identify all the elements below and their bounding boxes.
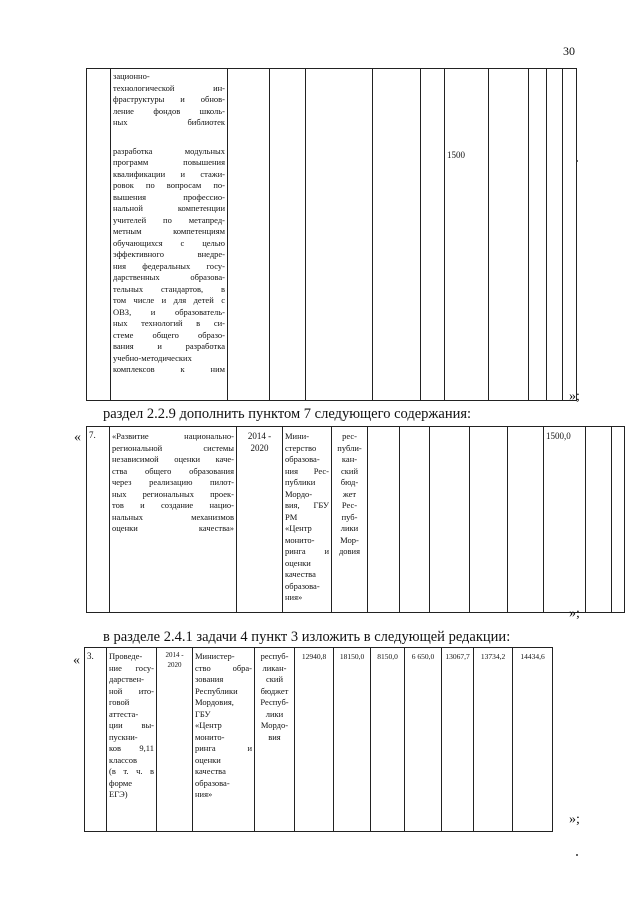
executor-cell	[193, 648, 255, 832]
opening-quote-2: «	[74, 430, 81, 445]
value-cell	[400, 427, 430, 613]
scan-speck	[576, 854, 578, 856]
years-text: 2014 - 2020	[165, 651, 184, 669]
number-cell	[87, 69, 111, 401]
measure-name: «Развитие национально- региональной системы независимой оценки каче- ства общего образования через реализацию пилот- ных региональных проек- тов и создание нацио- нальных механизмов оценки качества»	[112, 431, 234, 533]
value-cell	[529, 69, 547, 401]
instruction-paragraph-1: раздел 2.2.9 дополнить пунктом 7 следующего содержания:	[103, 406, 472, 422]
years-cell	[237, 427, 283, 613]
opening-quote-3: «	[73, 653, 80, 668]
item-programs-text: разработка модульных программ повышения квалификации и стажи- ровок по вопросам по- вышения профессио- нальной компетенции учителей по метапред- метным компетенциям обучающихся с целью эффективного внедре- ния федеральных госу- дарственных образова- тельных стандартов, в том числе и для детей с ОВЗ, и образователь- ных технологий в си- стеме общего образо- вания и разработка учебно-методических комплексов к ним	[113, 145, 225, 374]
executor-text: Мини- стерство образова- ния Рес- публики Мордо- вия, ГБУ РМ «Центр монито- ринга и оценки качества образова- ния»	[285, 431, 329, 602]
value-cell	[334, 648, 371, 832]
value-cell	[371, 648, 405, 832]
value-year-4: 6 650,0	[411, 652, 435, 661]
value-cell	[489, 69, 529, 401]
scan-speck	[576, 160, 578, 162]
table-item-7	[86, 426, 625, 613]
years-text: 2014 - 2020	[247, 431, 272, 453]
measure-name: Проведе- ние госу- дарствен- ной ито- говой аттеста- ции вы- пускни- ков 9,11 классов (в т. ч. в форме ЕГЭ)	[109, 651, 154, 799]
source-cell	[306, 69, 373, 401]
table-item-3	[84, 647, 553, 832]
value-cell	[470, 427, 508, 613]
description-cell	[111, 69, 228, 401]
value-cell	[295, 648, 334, 832]
years-cell	[157, 648, 193, 832]
value-year-5: 13067,7	[445, 652, 470, 661]
source-cell	[255, 648, 295, 832]
table-row	[87, 427, 625, 613]
table-row	[87, 69, 577, 401]
page-number: 30	[563, 44, 575, 58]
value-cell	[612, 427, 625, 613]
value-year-6: 13734,2	[480, 652, 506, 661]
number-cell: 3.	[85, 648, 107, 832]
value-cell	[563, 69, 577, 401]
closing-quote-1: »;	[569, 389, 580, 404]
executor-cell	[270, 69, 306, 401]
table-continuation	[86, 68, 577, 401]
executor-cell	[283, 427, 332, 613]
value-cell	[368, 427, 400, 613]
value-year-3: 8150,0	[377, 652, 398, 661]
value-cell	[544, 427, 586, 613]
source-cell	[332, 427, 368, 613]
years-cell	[228, 69, 270, 401]
name-cell	[107, 648, 157, 832]
value-cell	[547, 69, 563, 401]
value-cell	[442, 648, 474, 832]
instruction-paragraph-2: в разделе 2.4.1 задачи 4 пункт 3 изложить в следующей редакции:	[103, 629, 511, 645]
value-1500: 1500	[447, 150, 465, 160]
table-row	[85, 648, 553, 832]
value-cell	[405, 648, 442, 832]
value-cell	[430, 427, 470, 613]
value-1500-0: 1500,0	[546, 431, 571, 441]
closing-quote-2: »;	[569, 606, 580, 621]
value-cell	[513, 648, 553, 832]
value-year-7: 14434,6	[520, 652, 545, 661]
value-cell	[474, 648, 513, 832]
value-cell	[508, 427, 544, 613]
value-cell	[373, 69, 421, 401]
executor-text: Министер- ство обра- зования Республики Мордовия, ГБУ «Центр монито- ринга и оценки качества образова- ния»	[195, 651, 252, 799]
value-cell	[445, 69, 489, 401]
value-year-1: 12940,8	[301, 652, 327, 661]
name-cell	[110, 427, 237, 613]
number-cell: 7.	[87, 427, 110, 613]
value-year-2: 18150,0	[339, 652, 365, 661]
funding-source-text: респуб- ликан- ский бюджет Респуб- лики Мордо- вия	[260, 651, 289, 742]
value-cell	[421, 69, 445, 401]
item-infrastructure-text: зационно- технологической ин- фраструктуры и обнов- ление фондов школь- ных библиотек	[113, 71, 225, 127]
value-cell	[586, 427, 612, 613]
closing-quote-3: »;	[569, 812, 580, 827]
funding-source-text: рес- публи- кан- ский бюд- жет Рес- пуб- лики Мор- довия	[337, 431, 362, 556]
